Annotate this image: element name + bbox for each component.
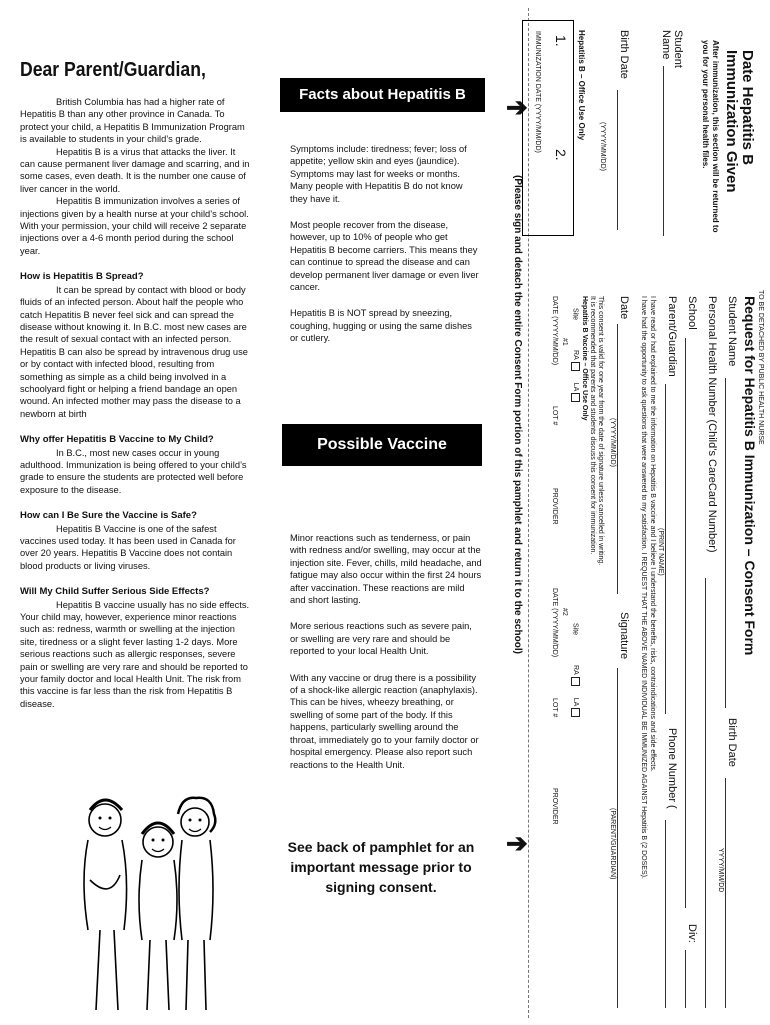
rotated-consent-area [504, 10, 764, 1025]
stub-student-name-label: Student Name [660, 30, 684, 68]
dose2-number: #2 [561, 608, 568, 616]
stub-office-label: Hepatitis B – Office Use Only [577, 30, 586, 141]
question-heading-safe: How can I Be Sure the Vaccine is Safe? [20, 510, 197, 522]
dose2-ra-checkbox[interactable] [571, 677, 580, 686]
stub-birth-date-format: (YYYY/MM/DD) [599, 122, 606, 171]
birth-date-label: Birth Date [726, 718, 738, 767]
detach-instructions: (Please sign and detach the entire Consent Form portion of this pamphlet and return it to the school) [512, 175, 523, 654]
school-label: School [686, 296, 698, 330]
phn-label: Personal Health Number (Child’s CareCard Number) [706, 296, 718, 553]
student-name-field[interactable] [725, 378, 726, 708]
question-heading-why: Why offer Hepatitis B Vaccine to My Child? [20, 434, 214, 446]
reaction-minor: Minor reactions such as tenderness, or pain with redness and/or swelling, may occur at the injection site. Fever, chills, mild headache, and fatigue may also occur within the first 24 hours after vaccination. These reactions are mild and short lasting. [290, 533, 482, 606]
dose2-site-row [571, 623, 580, 717]
detach-arrow-top-icon: ➔ [506, 92, 528, 122]
dose1-la-checkbox[interactable] [571, 393, 580, 402]
reaction-serious: More serious reactions such as severe pain, or swelling are very rare and should be reported to your local Health Unit. [290, 621, 472, 657]
letter-column [20, 58, 252, 710]
letter-greeting: Dear Parent/Guardian, [20, 59, 206, 81]
date-format: (YYYY/MM/DD) [609, 418, 616, 467]
intro-paragraph-2: Hepatitis B is a virus that attacks the liver. It can cause permanent liver damage and scarring, and in some cases, even death. It is the number one cause of liver cancer in the world. [20, 146, 250, 194]
dose1-lot-label: LOT # [551, 406, 558, 426]
consent-statement-1: I have read or had explained to me the information on Hepatitis B vaccine and I believe I understand the benefits, risks, contraindications and side effects. [649, 296, 656, 772]
dose2-site-label: Site [571, 623, 579, 636]
student-name-label: Student Name [726, 296, 738, 367]
fact-symptoms: Symptoms include: tiredness; fever; loss of appetite; yellow skin and eyes (jaundice). Symptoms may last for weeks or months. Many people with Hepatitis B do not know they have it. [290, 144, 467, 204]
dose1-date-label: DATE (YYYY/MM/DD) [551, 296, 558, 366]
div-label: Div: [686, 924, 698, 943]
dose1-provider-label: PROVIDER [551, 488, 558, 525]
consent-statement-2: I have had the opportunity to ask questions that were answered to my satisfaction. I REQUEST THAT THE ABOVE NAMED INDIVIDUAL BE IMMUNIZED AGAINST Hepatitis B (2 DOSES). [640, 296, 647, 879]
detach-arrow-bottom-icon: ➔ [506, 828, 528, 858]
signature-label: Signature [618, 612, 630, 660]
birth-date-format: YYYY/MM/DD [717, 848, 724, 893]
family-illustration [70, 780, 220, 1020]
print-name-hint: (PRINT NAME) [657, 528, 664, 576]
reactions-text [290, 532, 482, 771]
facts-text [290, 143, 482, 345]
consent-form [534, 288, 764, 1025]
stub-title-1: Date Hepatitis B [739, 50, 756, 166]
stub-dose-1: 1. [553, 35, 569, 47]
banner-reactions [282, 424, 482, 495]
reaction-anaphylaxis: With any vaccine or drug there is a possibility of a shock-like allergic reaction (anaphylaxis). This can be hives, wheezy breathing, or swelling of some part of the body. If this happens, particularly swelling around the throat, immediately go to your family doctor or hospital emergency. Please also report such reactions to the Health Unit. [290, 672, 479, 770]
stub-imm-date-1: IMMUNIZATION DATE (YYYY/MM/DD) [534, 31, 541, 153]
signature-field[interactable] [617, 668, 618, 1008]
phone-field[interactable] [665, 820, 666, 1008]
fact-carriers: Most people recover from the disease, however, up to 10% of people who get Hepatitis B become carriers. This means they can continue to spread the disease and can develop permanent liver damage or even liver cancer. [290, 220, 479, 293]
stub-title-2: Immunization Given [723, 50, 740, 193]
immunization-record-stub [504, 10, 764, 240]
consent-form-title: Request for Hepatitis B Immunization – Consent Form [742, 296, 758, 656]
banner-facts [280, 78, 485, 137]
div-field[interactable] [685, 950, 686, 1008]
parent-label: Parent/Guardian [666, 296, 678, 377]
stub-return-note: After immunization, this section will be returned to you for your personal health files. [701, 40, 720, 233]
nurse-detach-note: TO BE DETACHED BY PUBLIC HEALTH NURSE [757, 290, 764, 445]
stub-dose-2: 2. [553, 149, 569, 161]
birth-date-field[interactable] [725, 778, 726, 1008]
dose1-ra-label: RA [571, 350, 579, 360]
question-heading-side-effects: Will My Child Suffer Serious Side Effects? [20, 586, 210, 598]
date-label: Date [618, 296, 630, 320]
back-of-pamphlet-note: See back of pamphlet for an important message prior to signing consent. [287, 839, 475, 895]
dose2-lot-label: LOT # [551, 698, 558, 718]
answer-side-effects: Hepatitis B vaccine usually has no side effects. Your child may, however, experience minor reactions such as: redness, warmth or swelling at the injection site, tiredness or a slight fever lasting 1-2 days. More serious reactions such as allergic responses, severe pain or swelling are very rare and should be reported to your family doctor and local Health Unit. The risk from this vaccine is far less than the risk from Hepatitis B disease. [20, 599, 250, 709]
date-field[interactable] [617, 324, 618, 594]
parent-name-field[interactable] [665, 384, 666, 714]
dose1-la-label: LA [571, 382, 579, 392]
banner-facts-label: Facts about Hepatitis B Infection [299, 86, 466, 137]
parent-guardian-hint: (PARENT/GUARDIAN) [609, 808, 616, 880]
dose2-date-label: DATE (YYYY/MM/DD) [551, 588, 558, 658]
dose1-site-row [571, 308, 580, 402]
phn-field[interactable] [705, 578, 706, 1008]
answer-spread: It can be spread by contact with blood or body fluids of an infected person. About half the people who catch Hepatitis B never feel sick and can spread the disease without knowing it. In B.C. most new cases are the result of sexual contact with an infected person. Hepatitis B can also be spread by intravenous drug use or by contact with infected blood, resulting from something as simple as a child being involved in a schoolyard fight or helping a friend bandage an open wound. An infected mother may pass the disease to a newborn at birth [20, 284, 248, 419]
answer-safe: Hepatitis B Vaccine is one of the safest vaccines used today. It has been used in Canada for over 20 years. Hepatitis B Vaccine does not contain blood products or living viruses. [20, 523, 236, 571]
dose2-la-checkbox[interactable] [571, 708, 580, 717]
dose2-provider-label: PROVIDER [551, 788, 558, 825]
validity-note: This consent is valid for one year from the date of signature unless cancelled in writing. [597, 296, 604, 566]
phone-label: Phone Number ( [666, 728, 678, 809]
intro-paragraph-1: British Columbia has had a higher rate of Hepatitis B than any other province in Canada. To protect your child, a Hepatitis B Immunization Program is available to students in your child’s grade. [20, 97, 245, 145]
dose2-la-label: LA [571, 697, 579, 707]
intro-paragraph-3: Hepatitis B immunization involves a series of injections given by a health nurse at your child’s school. With your permission, your child will receive 2 separate injections over a 4-6 month period during the school year. [20, 196, 249, 256]
school-field[interactable] [685, 338, 686, 908]
vaccine-office-label: Hepatitis B Vaccine – Office Use Only [581, 296, 588, 421]
dose1-ra-checkbox[interactable] [571, 362, 580, 371]
banner-reactions-label: Possible Vaccine Reactions [317, 436, 447, 495]
discussion-note: It is recommended that parents and students discuss this consent for immunization. [589, 296, 596, 555]
dose1-number: #1 [561, 338, 568, 346]
fact-not-spread: Hepatitis B is NOT spread by sneezing, coughing, hugging or using the same dishes or cutlery. [290, 308, 472, 344]
stub-birth-date-label: Birth Date [618, 30, 630, 79]
answer-why: In B.C., most new cases occur in young adulthood. Immunization is being offered to your child’s grade to ensure the students are protected well before exposure to the disease. [20, 447, 247, 495]
dose1-site-label: Site [571, 308, 579, 321]
dose2-ra-label: RA [571, 665, 579, 675]
stub-birth-date-field[interactable] [617, 90, 618, 230]
question-heading-spread: How is Hepatitis B Spread? [20, 271, 144, 283]
stub-student-name-field[interactable] [663, 66, 664, 236]
stub-dose-box [522, 20, 574, 236]
